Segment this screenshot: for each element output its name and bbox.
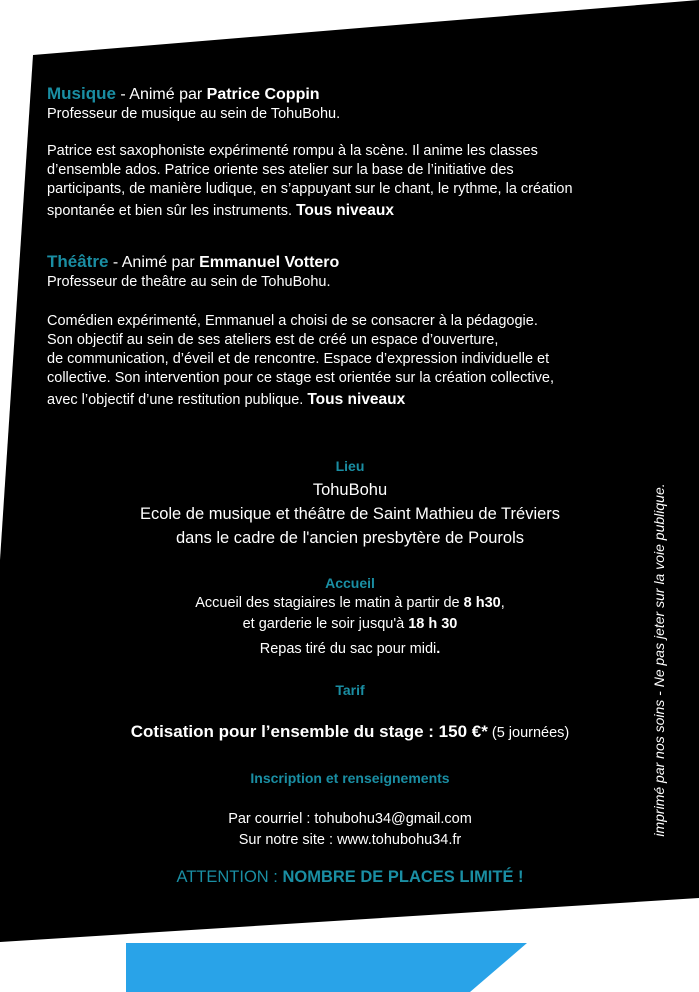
theatre-role: Professeur de theâtre au sein de TohuBohu. <box>47 274 331 290</box>
tarif-main: Cotisation pour l’ensemble du stage : 150 €* <box>130 722 488 741</box>
footnote-line-4: adhérents <box>22 858 80 873</box>
accueil-line-3b: . <box>436 641 441 657</box>
theatre-level: Tous niveaux <box>307 391 406 408</box>
footnote-line-3: les non <box>22 841 64 856</box>
musique-section <box>47 84 647 221</box>
musique-teacher: Patrice Coppin <box>206 86 320 103</box>
theatre-title: Théâtre <box>47 252 109 271</box>
lieu-label: Lieu <box>335 458 365 474</box>
musique-level: Tous niveaux <box>296 202 394 219</box>
attention-line <box>90 866 610 888</box>
accueil-evening-time: 18 h 30 <box>408 616 458 632</box>
lieu-name: TohuBohu <box>312 481 388 499</box>
tarif-label: Tarif <box>335 682 365 698</box>
inscription-site: Sur notre site : www.tohubohu34.fr <box>238 832 462 848</box>
vertical-print-note: imprimé par nos soins - Ne pas jeter sur la voie publique. <box>651 483 667 837</box>
footnote-line-1: *+10 € <box>22 807 60 822</box>
lieu-line-2: dans le cadre de l'ancien presbytère de Pourols <box>175 529 525 547</box>
attention-prefix: ATTENTION : <box>176 868 283 886</box>
inscription-email: Par courriel : tohubohu34@gmail.com <box>228 811 472 827</box>
theatre-desc-4: collective. Son intervention pour ce stage est orientée sur la création collective, <box>47 370 554 386</box>
footnote-line-2: pour <box>22 824 49 839</box>
accueil-line-1c: , <box>500 595 505 611</box>
blue-bar <box>126 943 527 992</box>
accueil-line-1a: Accueil des stagiaires le matin à partir de <box>195 595 464 611</box>
theatre-by-prefix: - Animé par <box>108 254 200 271</box>
accueil-line-3a: Repas tiré du sac pour midi <box>259 641 437 657</box>
musique-title: Musique <box>47 84 116 103</box>
inscription-block <box>90 768 610 851</box>
footnote <box>22 806 80 874</box>
tarif-note: (5 journées) <box>487 725 570 741</box>
inscription-label: Inscription et renseignements <box>250 770 450 786</box>
accueil-line-2a: et garderie le soir jusqu'à <box>242 616 409 632</box>
theatre-desc-3: de communication, d’éveil et de rencontre. Espace d’expression individuelle et <box>47 351 550 367</box>
lieu-block <box>90 456 610 550</box>
accueil-morning-time: 8 h30 <box>463 595 501 611</box>
musique-by-prefix: - Animé par <box>115 86 207 103</box>
theatre-section <box>47 252 647 410</box>
musique-desc-2: d’ensemble ados. Patrice oriente ses atelier sur la base de l’initiative des <box>47 162 514 178</box>
theatre-desc-1: Comédien expérimenté, Emmanuel a choisi de se consacrer à la pédagogie. <box>47 313 538 329</box>
accueil-block <box>90 573 610 660</box>
musique-role: Professeur de musique au sein de TohuBohu. <box>47 106 341 122</box>
musique-desc-4: spontanée et bien sûr les instruments. <box>47 203 297 219</box>
theatre-desc-2: Son objectif au sein de ses ateliers est de créé un espace d’ouverture, <box>47 332 499 348</box>
tarif-block <box>90 680 610 745</box>
attention-text: NOMBRE DE PLACES LIMITÉ ! <box>282 868 524 886</box>
accueil-label: Accueil <box>325 575 375 591</box>
theatre-desc-5: avec l’objectif d’une restitution publique. <box>47 392 308 408</box>
musique-desc-1: Patrice est saxophoniste expérimenté rompu à la scène. Il anime les classes <box>47 143 538 159</box>
musique-desc-3: participants, de manière ludique, en s’appuyant sur le chant, le rythme, la création <box>47 181 573 197</box>
lieu-line-1: Ecole de musique et théâtre de Saint Mathieu de Tréviers <box>139 505 561 523</box>
theatre-teacher: Emmanuel Vottero <box>199 254 340 271</box>
